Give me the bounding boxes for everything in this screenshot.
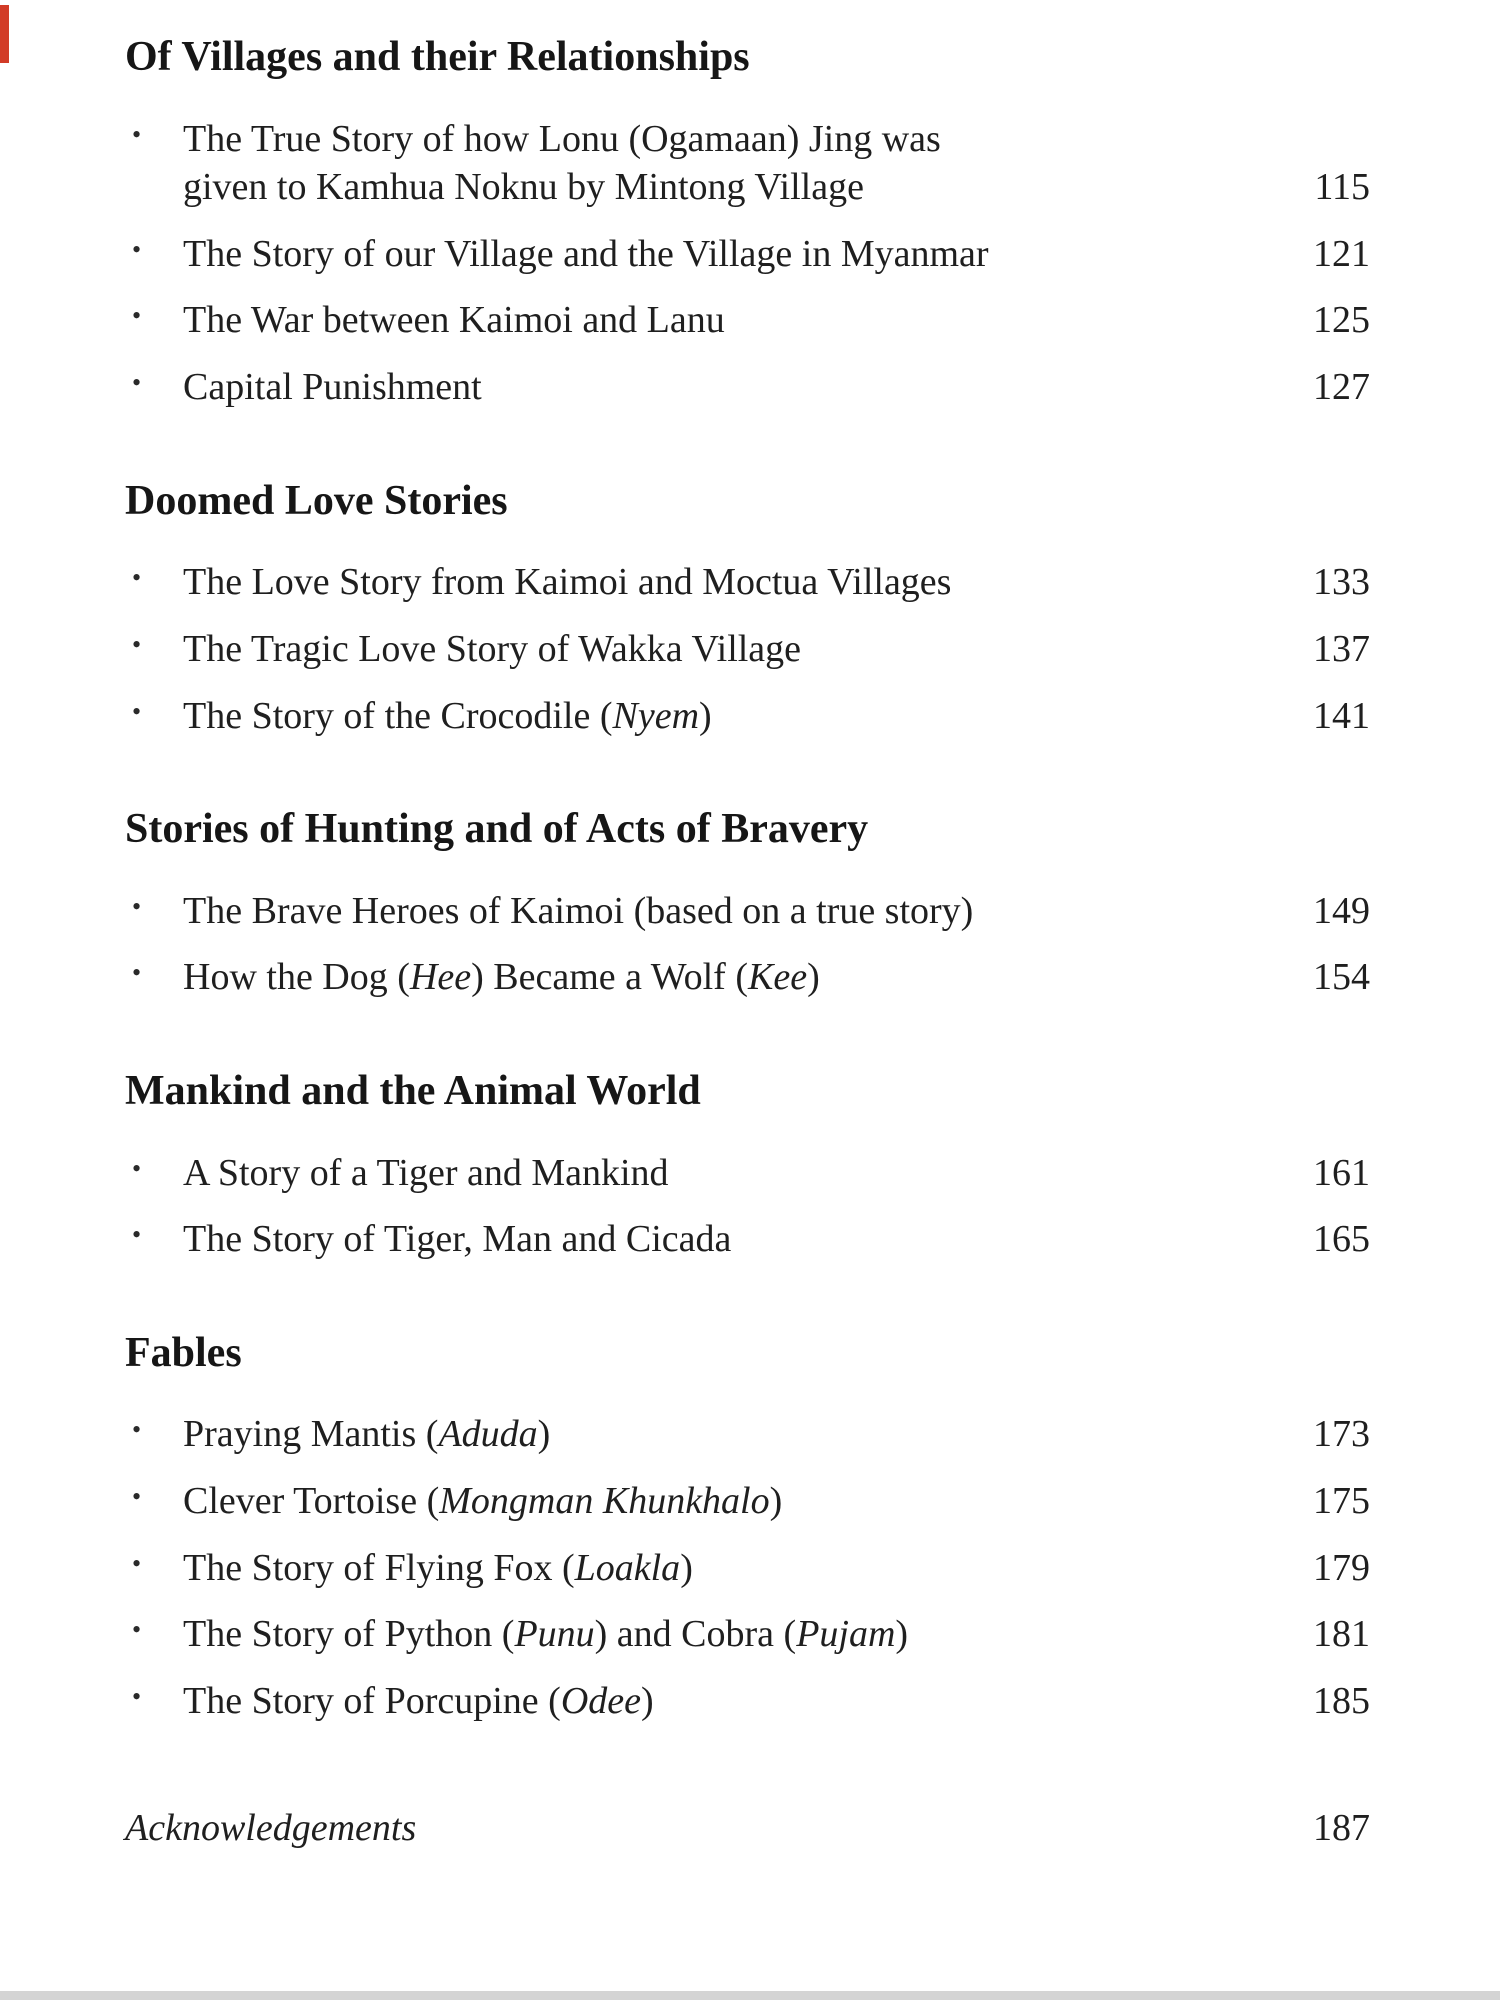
entry-title-text: ): [537, 1413, 551, 1456]
entry-title: [125, 1804, 416, 1853]
entry-title: [183, 953, 820, 1002]
entry-page-number: 175: [1313, 1480, 1370, 1523]
bullet-icon: •: [132, 119, 142, 149]
scan-edge-artifact-bottom: [0, 1991, 1500, 2000]
section-entries: [125, 115, 1370, 412]
entry-title-italic-term: Acknowledgements: [125, 1806, 417, 1849]
toc-entry: [125, 1544, 1370, 1593]
entry-title: [183, 296, 725, 345]
toc-footer-entry: [125, 1804, 1370, 1853]
entry-title-text: ): [807, 956, 820, 999]
bullet-icon: •: [132, 1220, 142, 1250]
section-title: Fables: [125, 1329, 242, 1376]
entry-title-italic-term: Aduda: [438, 1413, 538, 1456]
toc-entry: [125, 230, 1370, 279]
bullet-icon: •: [132, 696, 142, 726]
toc-section: [125, 30, 1370, 412]
entry-page-number: 187: [1313, 1806, 1370, 1849]
bullet-icon: •: [132, 958, 142, 988]
entry-title: [183, 887, 973, 936]
entry-title-text: Capital Punishment: [183, 366, 482, 409]
section-entries: [125, 887, 1370, 1002]
toc-entry: [125, 887, 1370, 936]
entry-title-italic-term: Pujam: [796, 1613, 896, 1656]
entry-title-text: ): [641, 1679, 654, 1722]
bullet-icon: •: [132, 563, 142, 593]
entry-page-number: 154: [1313, 956, 1370, 999]
section-title: Stories of Hunting and of Acts of Bravery: [125, 806, 869, 853]
entry-title: [183, 1477, 782, 1526]
entry-title-text: The Story of the Crocodile (: [183, 694, 613, 737]
bullet-icon: •: [132, 368, 142, 398]
entry-page-number: 161: [1313, 1151, 1370, 1194]
bullet-icon: •: [132, 1615, 142, 1645]
toc-section: [125, 802, 1370, 1002]
entry-page-number: 127: [1313, 366, 1370, 409]
entry-title: [183, 1149, 669, 1198]
toc-entry: [125, 692, 1370, 741]
entry-title-text: ): [699, 694, 712, 737]
entry-page-number: 141: [1313, 694, 1370, 737]
entry-title-text: ): [680, 1546, 693, 1589]
bullet-icon: •: [132, 1482, 142, 1512]
entry-title-italic-term: Hee: [409, 956, 472, 999]
toc-section: [125, 1064, 1370, 1264]
toc-entry: [125, 1477, 1370, 1526]
entry-page-number: 185: [1313, 1679, 1370, 1722]
entry-title: [183, 230, 989, 279]
entry-title-text: The Story of Python (: [183, 1613, 515, 1656]
bullet-icon: •: [132, 629, 142, 659]
entry-title-text: Clever Tortoise (: [183, 1480, 440, 1523]
bullet-icon: •: [132, 1415, 142, 1445]
entry-page-number: 133: [1313, 561, 1370, 604]
entry-page-number: 137: [1313, 627, 1370, 670]
entry-title-text: The Story of Porcupine (: [183, 1679, 561, 1722]
bullet-icon: •: [132, 301, 142, 331]
section-title: Of Villages and their Relationships: [125, 34, 750, 80]
bullet-icon: •: [132, 891, 142, 921]
bullet-icon: •: [132, 234, 142, 264]
section-entries: [125, 1410, 1370, 1725]
toc-entry: [125, 1677, 1370, 1726]
entry-title-italic-term: Nyem: [612, 694, 700, 737]
toc-entry: [125, 1610, 1370, 1659]
entry-page-number: 173: [1313, 1413, 1370, 1456]
entry-title: [183, 115, 941, 212]
entry-page-number: 149: [1313, 889, 1370, 932]
entry-title-italic-term: Loakla: [574, 1546, 681, 1589]
entry-title-text: The Love Story from Kaimoi and Moctua Villages: [183, 561, 952, 604]
entry-title-text: The War between Kaimoi and Lanu: [183, 299, 725, 342]
entry-title: [183, 1410, 550, 1459]
entry-page-number: 165: [1313, 1218, 1370, 1261]
entry-title-text: How the Dog (: [183, 956, 410, 999]
toc-entry: [125, 1215, 1370, 1264]
toc-entry: [125, 625, 1370, 674]
entry-title-text: given to Kamhua Noknu by Mintong Village: [183, 166, 864, 209]
entry-title-text: Praying Mantis (: [183, 1413, 439, 1456]
toc-entry: [125, 296, 1370, 345]
entry-title: [183, 1544, 693, 1593]
entry-title-text: ): [895, 1613, 909, 1656]
section-title: Doomed Love Stories: [125, 477, 508, 524]
toc-entry: [125, 953, 1370, 1002]
toc-entry: [125, 1149, 1370, 1198]
entry-title-text: ): [769, 1480, 783, 1523]
entry-title: [183, 1610, 908, 1659]
entry-title-text: ) Became a Wolf (: [471, 956, 748, 999]
entry-title-italic-term: Kee: [748, 956, 808, 999]
entry-title-text: ) and Cobra (: [594, 1613, 797, 1656]
entry-title: [183, 558, 951, 607]
entry-page-number: 179: [1313, 1546, 1370, 1589]
section-title: Mankind and the Animal World: [125, 1068, 701, 1115]
entry-page-number: 181: [1313, 1613, 1370, 1656]
entry-title: [183, 1677, 654, 1726]
scan-edge-artifact-red: [0, 5, 9, 63]
entry-page-number: 125: [1313, 299, 1370, 342]
entry-title: [183, 1215, 731, 1264]
entry-title-text: The Story of our Village and the Village in Myanmar: [183, 232, 989, 275]
entry-title-text: The True Story of how Lonu (Ogamaan) Jing was: [183, 117, 941, 160]
section-entries: [125, 558, 1370, 740]
toc-entry: [125, 115, 1370, 212]
entry-title: [183, 363, 482, 412]
toc-entry: [125, 558, 1370, 607]
entry-title-italic-term: Odee: [560, 1679, 641, 1722]
bullet-icon: •: [132, 1153, 142, 1183]
toc-entry: [125, 1410, 1370, 1459]
entry-title: [183, 625, 801, 674]
toc-section: [125, 474, 1370, 740]
section-entries: [125, 1149, 1370, 1264]
entry-title-italic-term: Punu: [514, 1613, 595, 1656]
toc-section: [125, 1326, 1370, 1726]
entry-title-text: The Story of Tiger, Man and Cicada: [183, 1218, 732, 1261]
toc-entry: [125, 363, 1370, 412]
table-of-contents: [125, 30, 1370, 1852]
entry-page-number: 121: [1313, 232, 1370, 275]
entry-title-text: The Brave Heroes of Kaimoi (based on a true story): [183, 889, 974, 932]
entry-title-italic-term: Mongman Khunkhalo: [439, 1480, 770, 1523]
entry-page-number: 115: [1314, 166, 1370, 209]
bullet-icon: •: [132, 1548, 142, 1578]
entry-title-text: The Tragic Love Story of Wakka Village: [183, 627, 802, 670]
entry-title-text: The Story of Flying Fox (: [183, 1546, 575, 1589]
entry-title-text: A Story of a Tiger and Mankind: [183, 1151, 669, 1194]
entry-title: [183, 692, 712, 741]
bullet-icon: •: [132, 1681, 142, 1711]
